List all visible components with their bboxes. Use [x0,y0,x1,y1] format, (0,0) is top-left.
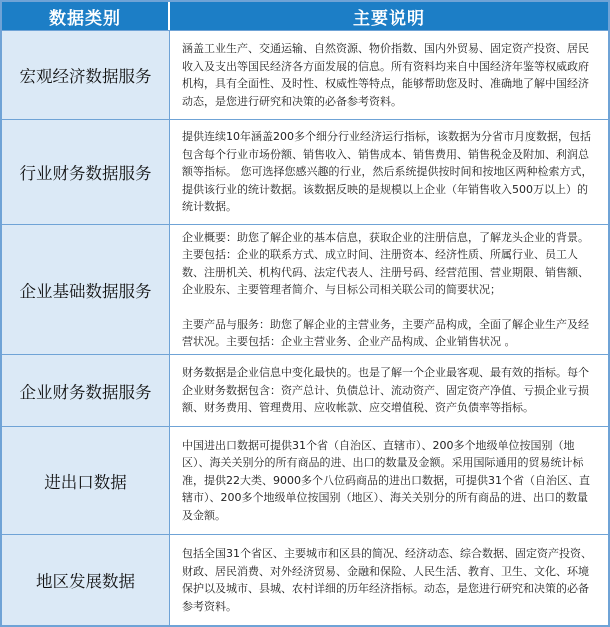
table-row [2,224,608,354]
row-description [170,355,608,426]
table-row [2,30,608,119]
row-category: 企业财务数据服务 [2,355,170,426]
description-text: 主要产品与服务：助您了解企业的主营业务，主要产品构成，全面了解企业生产及经营状况。主要包括：企业主营业务、企业产品构成、企业销售状况 。 [182,317,589,348]
row-category: 地区发展数据 [2,535,170,625]
description-text: 企业概要：助您了解企业的基本信息，获取企业的注册信息，了解龙头企业的背景。主要包括：企业的联系方式、成立时间、注册资本、经济性质、所属行业、员工人数、注册机关、机构代码、法定代表人、注册号码、经营范围、营业期限、销售额、企业股东、主要管理者简介、与目标公司相关联公司的简要状况； [182,230,589,296]
table-row [2,426,608,534]
description-text: 中国进出口数据可提供31个省（自治区、直辖市）、200多个地级单位按国别（地区）、海关关别分的所有商品的进、出口的数量及金额。采用国际通用的贸易统计标准，提供22大类、9000多个八位码商品的进出口数据，可提供31个省（自治区、直辖市）、200多个地级单位按国别（地区）、海关关别分的所有商品的进、出口的数量及金额。 [182,438,590,522]
row-description [170,31,608,119]
header-description: 主要说明 [353,8,425,29]
row-description [170,225,608,354]
row-description [170,427,608,534]
table-row [2,534,608,625]
row-category: 宏观经济数据服务 [2,31,170,119]
row-category: 行业财务数据服务 [2,120,170,224]
table-row [2,354,608,426]
description-text: 财务数据是企业信息中变化最快的。也是了解一个企业最客观、最有效的指标。每个企业财务数据包含：资产总计、负债总计、流动资产、固定资产净值、亏损企业亏损额、财务费用、管理费用、应收帐款、应交增值税、资产负债率等指标。 [182,366,589,415]
description-text: 提供连续10年涵盖200多个细分行业经济运行指标，该数据为分省市月度数据，包括包含每个行业市场份额、销售收入、销售成本、销售费用、销售税金及附加、利润总额等指标。 您可选择您感兴趣的行业，然后系统提供按时间和按地区两种检索方式，提供该行业的统计数据。该数据反映的是规模以上企业（年销售收入500万以上）的统计数据。 [182,130,593,214]
description-text: 涵盖工业生产、交通运输、自然资源、物价指数、国内外贸易、固定资产投资、居民收入及支出等国民经济各方面发展的信息。所有资料均来自中国经济年鉴等权威政府机构，具有全面性、及时性、权威性等特点，能够帮助您及时、准确地了解中国经济动态，是您进行研究和决策的必备参考资料。 [182,42,589,108]
row-category: 企业基础数据服务 [2,225,170,354]
table-header [2,2,608,30]
description-text: 包括全国31个省区、主要城市和区县的简况、经济动态、综合数据、固定资产投资、财政、居民消费、对外经济贸易、金融和保险、人民生活、教育、卫生、文化、环境保护以及城市、县城、农村详细的历年经济指标。动态，是您进行研究和决策的必备参考资料。 [182,547,592,613]
table-row [2,119,608,224]
header-category: 数据类别 [2,2,170,30]
row-description [170,120,608,224]
row-description [170,535,608,625]
row-category: 进出口数据 [2,427,170,534]
